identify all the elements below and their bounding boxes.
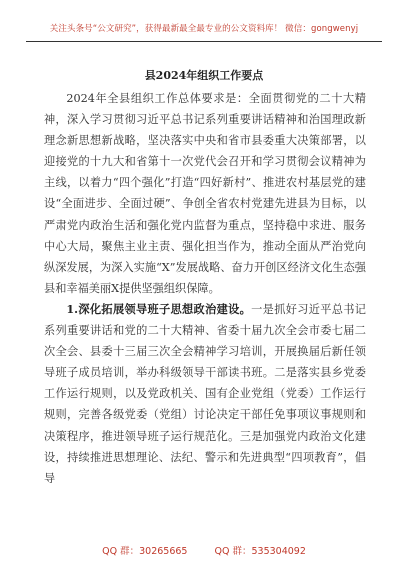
header-divider	[26, 41, 382, 42]
intro-paragraph: 2024年全县组织工作总体要求是：全面贯彻党的二十大精神，深入学习贯彻习近平总书记系列重要讲话精神和治国理政新理念新思想新战略，坚决落实中央和省市县委重大决策部署，以迎接党的十九大和省第十一次党代会召开和学习贯彻会议精神为主线，以着力“四个强化”打造“四好新村”、推进农村基层党的建设“全面进步、全面过硬”、争创全省农村党建先进县为目标，以严肃党内政治生活和强化党内监督为重点，坚持稳中求进、服务中心大局，聚焦主业主责、强化担当作为，推动全面从严治党向纵深发展，为深入实施“X”发展战略、奋力开创区经济文化生态强县和幸福美丽X提供坚强组织保障。	[44, 92, 366, 295]
promo-header: 关注头条号“公文研究”，获得最新最全最专业的公文资料库！ 微信：gongwenyj	[49, 24, 359, 34]
section-1-body: 一是抓好习近平总书记系列重要讲话和党的二十大精神、省委十届九次全会市委七届二次全会、县委十三届三次全会精神学习培训，开展换届后新任领导班子成员培训，举办科级领导干部读书班。二是落实县乡党委工作运行规则，以及党政机关、国有企业党组（党委）工作运行规则，完善各级党委（党组）讨论决定干部任免事项议事规则和决策程序，推进领导班子运行规范化。三是加强党内政治文化建设，持续推进思想理论、法纪、警示和先进典型“四项教育”，倡导	[44, 302, 366, 485]
section-1-paragraph	[44, 299, 366, 489]
qq-group-1: QQ 群：30265665	[102, 546, 188, 557]
document-title: 县2024年组织工作要点	[144, 69, 264, 82]
document-body	[44, 88, 366, 489]
section-1-heading: 1.深化拓展领导班子思想政治建设。	[66, 301, 252, 316]
promo-footer	[0, 543, 408, 557]
qq-group-2: QQ 群：535304092	[214, 546, 306, 557]
